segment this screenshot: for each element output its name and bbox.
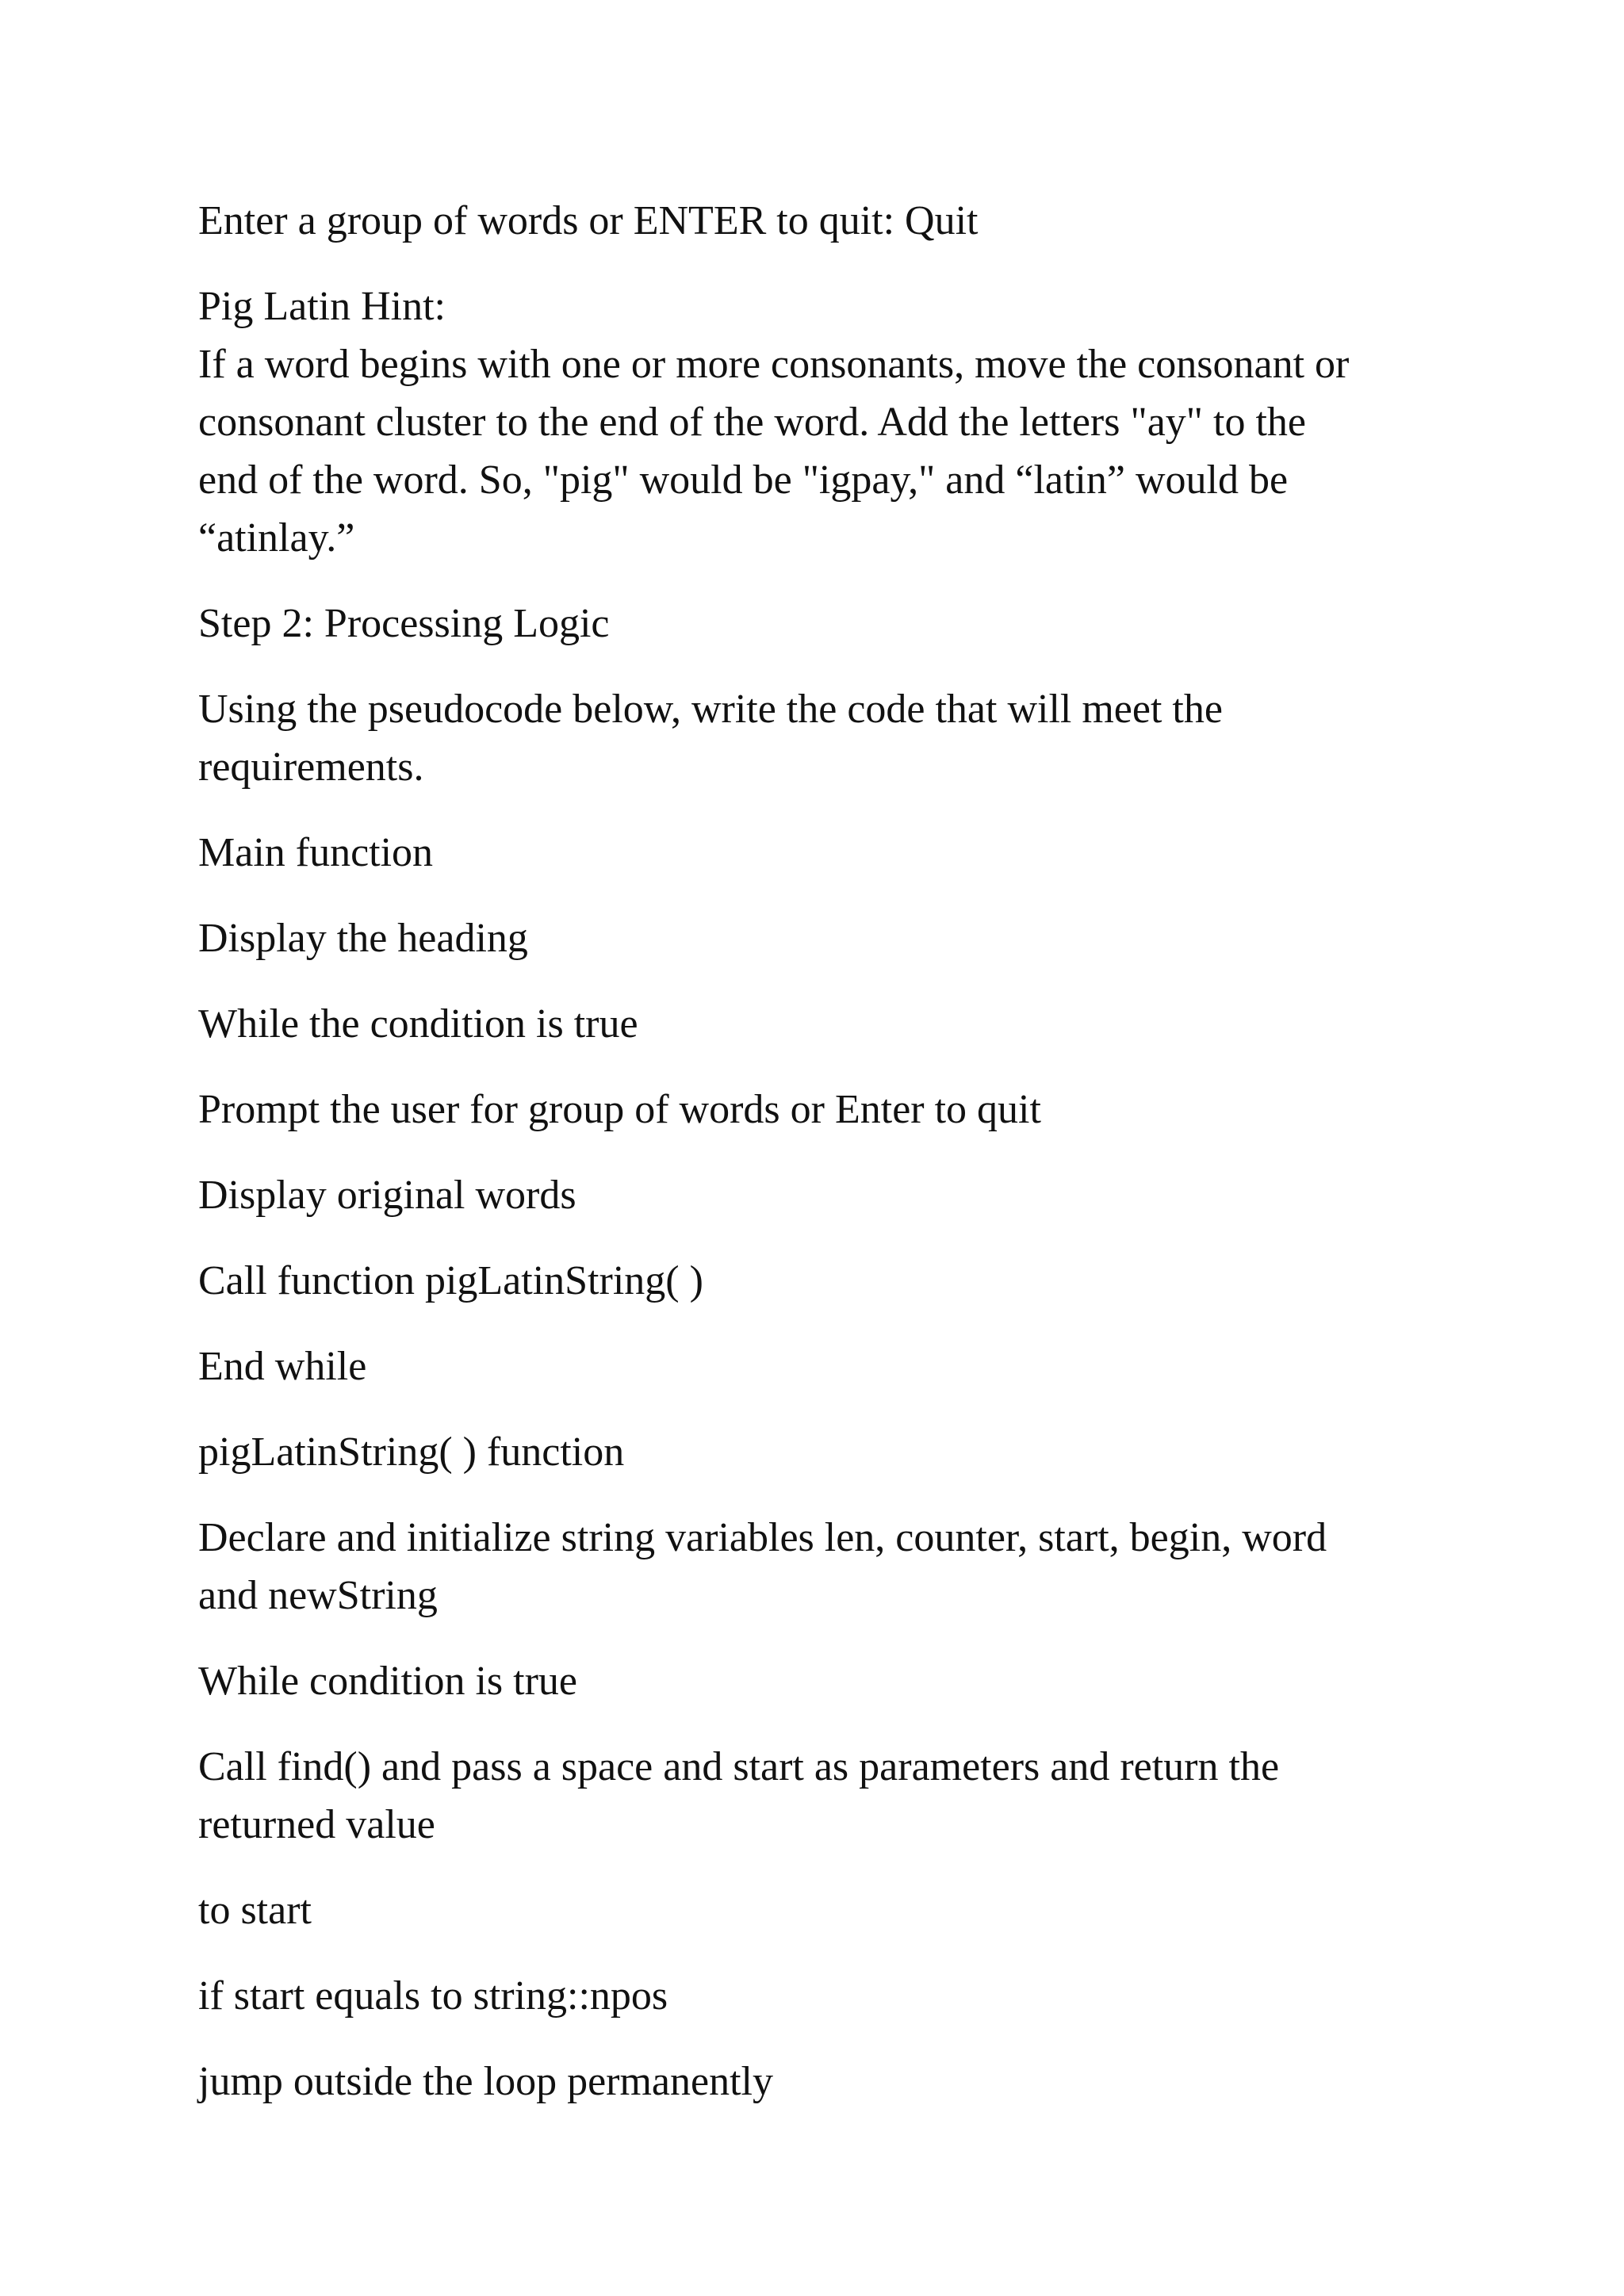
- prompt-example: [198, 192, 1451, 250]
- pseudocode-line: [198, 995, 1451, 1053]
- text-line: Main function: [198, 830, 434, 875]
- text-line: Call find() and pass a space and start as parameters and return the: [198, 1744, 1280, 1789]
- pseudocode-line: [198, 1881, 1451, 1939]
- text-line: Display original words: [198, 1173, 576, 1218]
- text-line: If a word begins with one or more consonants, move the consonant or: [198, 342, 1350, 387]
- text-line: While the condition is true: [198, 1001, 638, 1047]
- pseudocode-line: [198, 1509, 1451, 1624]
- text-line: and newString: [198, 1573, 438, 1618]
- instructions-paragraph: [198, 680, 1451, 796]
- text-line: to start: [198, 1888, 312, 1933]
- pseudocode-line: [198, 1166, 1451, 1224]
- text-line: if start equals to string::npos: [198, 1973, 668, 2019]
- text-line: Display the heading: [198, 916, 528, 961]
- pseudocode-line: [198, 824, 1451, 882]
- pseudocode-line: [198, 1337, 1451, 1395]
- document-body: [198, 192, 1451, 2138]
- text-line: Prompt the user for group of words or Enter to quit: [198, 1087, 1041, 1132]
- text-line: Declare and initialize string variables len, counter, start, begin, word: [198, 1515, 1327, 1560]
- text-line: end of the word. So, "pig" would be "igpay," and “latin” would be: [198, 457, 1289, 503]
- pseudocode-line: [198, 1081, 1451, 1138]
- text-line: While condition is true: [198, 1659, 578, 1704]
- step-heading: [198, 595, 1451, 652]
- text-line: pigLatinString( ) function: [198, 1429, 625, 1475]
- text-line: Call function pigLatinString( ): [198, 1258, 703, 1303]
- text-line: End while: [198, 1344, 367, 1389]
- pseudocode-line: [198, 1967, 1451, 2025]
- pseudocode-line: [198, 2053, 1451, 2110]
- pseudocode-line: [198, 909, 1451, 967]
- text-line: Enter a group of words or ENTER to quit: Quit: [198, 198, 979, 243]
- pseudocode-line: [198, 1423, 1451, 1481]
- pseudocode-line: [198, 1252, 1451, 1310]
- text-line: “atinlay.”: [198, 515, 355, 561]
- pseudocode-line: [198, 1652, 1451, 1710]
- pig-latin-hint: [198, 277, 1451, 567]
- text-line: Using the pseudocode below, write the code that will meet the: [198, 687, 1223, 732]
- text-line: jump outside the loop permanently: [198, 2059, 773, 2104]
- text-line: consonant cluster to the end of the word. Add the letters "ay" to the: [198, 400, 1306, 445]
- text-line: requirements.: [198, 744, 424, 790]
- text-line: Step 2: Processing Logic: [198, 601, 610, 646]
- pseudocode-line: [198, 1738, 1451, 1854]
- text-line: returned value: [198, 1802, 435, 1847]
- hint-heading: Pig Latin Hint:: [198, 284, 446, 329]
